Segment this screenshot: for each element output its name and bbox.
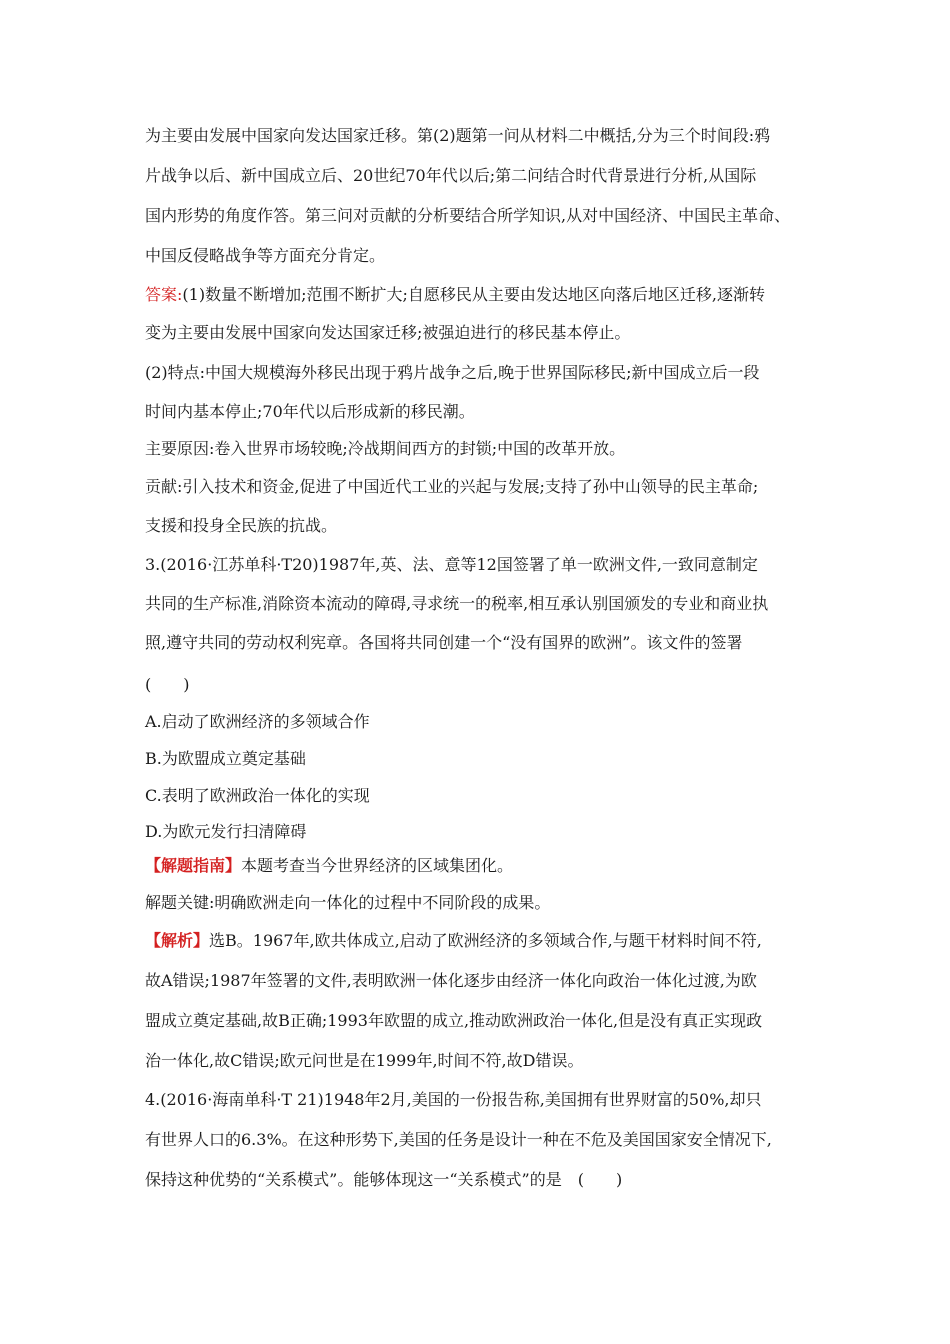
q4-stem-line-3: 保持这种优势的“关系模式”。能够体现这一“关系模式”的是 ( ) [145,1170,623,1189]
answer-line-1 [145,285,765,305]
intro-line-3: 国内形势的角度作答。第三问对贡献的分析要结合所学知识,从对中国经济、中国民主革命、 [145,206,791,225]
q4-stem-line-2: 有世界人口的6.3%。在这种形势下,美国的任务是设计一种在不危及美国国家安全情况下, [145,1130,772,1149]
analysis-label: 【解析】 [145,931,210,950]
q3-stem-line-3: 照,遵守共同的劳动权利宪章。各国将共同创建一个“没有国界的欧洲”。该文件的签署 [145,633,743,652]
analysis-text: 选B。1967年,欧共体成立,启动了欧洲经济的多领域合作,与题干材料时间不符, [209,931,762,950]
answer-line-3: (2)特点:中国大规模海外移民出现于鸦片战争之后,晚于世界国际移民;新中国成立后一段 [145,363,760,382]
q3-option-c: C.表明了欧洲政治一体化的实现 [145,786,370,805]
q3-analysis-line-2: 故A错误;1987年签署的文件,表明欧洲一体化逐步由经济一体化向政治一体化过渡,为欧 [145,971,757,990]
q3-analysis-line-3: 盟成立奠定基础,故B正确;1993年欧盟的成立,推动欧洲政治一体化,但是没有真正实现政 [145,1011,763,1030]
q3-option-d: D.为欧元发行扫清障碍 [145,822,307,841]
q3-stem-line-2: 共同的生产标准,消除资本流动的障碍,寻求统一的税率,相互承认别国颁发的专业和商业执 [145,594,769,613]
guide-text: 本题考查当今世界经济的区域集团化。 [241,856,514,875]
q3-analysis-line-1 [145,931,762,951]
q3-analysis-line-4: 治一体化,故C错误;欧元问世是在1999年,时间不符,故D错误。 [145,1051,584,1070]
q3-stem-line-1: 3.(2016·江苏单科·T20)1987年,英、法、意等12国签署了单一欧洲文件,一致同意制定 [145,555,758,574]
answer-label: 答案: [145,285,183,304]
intro-line-1: 为主要由发展中国家向发达国家迁移。第(2)题第一问从材料二中概括,分为三个时间段:鸦 [145,126,771,145]
answer-line-6: 贡献:引入技术和资金,促进了中国近代工业的兴起与发展;支持了孙中山领导的民主革命; [145,477,759,496]
answer-line-2: 变为主要由发展中国家向发达国家迁移;被强迫进行的移民基本停止。 [145,323,631,342]
answer-text: (1)数量不断增加;范围不断扩大;自愿移民从主要由发达地区向落后地区迁移,逐渐转 [182,285,765,304]
answer-line-7: 支援和投身全民族的抗战。 [145,516,338,535]
guide-label: 【解题指南】 [145,856,242,875]
q3-stem-line-4: ( ) [145,675,190,694]
q3-key-line: 解题关键:明确欧洲走向一体化的过程中不同阶段的成果。 [145,893,551,912]
intro-line-2: 片战争以后、新中国成立后、20世纪70年代以后;第二问结合时代背景进行分析,从国际 [145,166,757,185]
answer-line-5: 主要原因:卷入世界市场较晚;冷战期间西方的封锁;中国的改革开放。 [145,439,626,458]
q3-guide-line [145,856,513,876]
q4-stem-line-1: 4.(2016·海南单科·T 21)1948年2月,美国的一份报告称,美国拥有世界财富的50%,却只 [145,1090,762,1109]
answer-line-4: 时间内基本停止;70年代以后形成新的移民潮。 [145,402,475,421]
q3-option-a: A.启动了欧洲经济的多领域合作 [145,712,370,731]
q3-option-b: B.为欧盟成立奠定基础 [145,749,306,768]
intro-line-4: 中国反侵略战争等方面充分肯定。 [145,246,386,265]
